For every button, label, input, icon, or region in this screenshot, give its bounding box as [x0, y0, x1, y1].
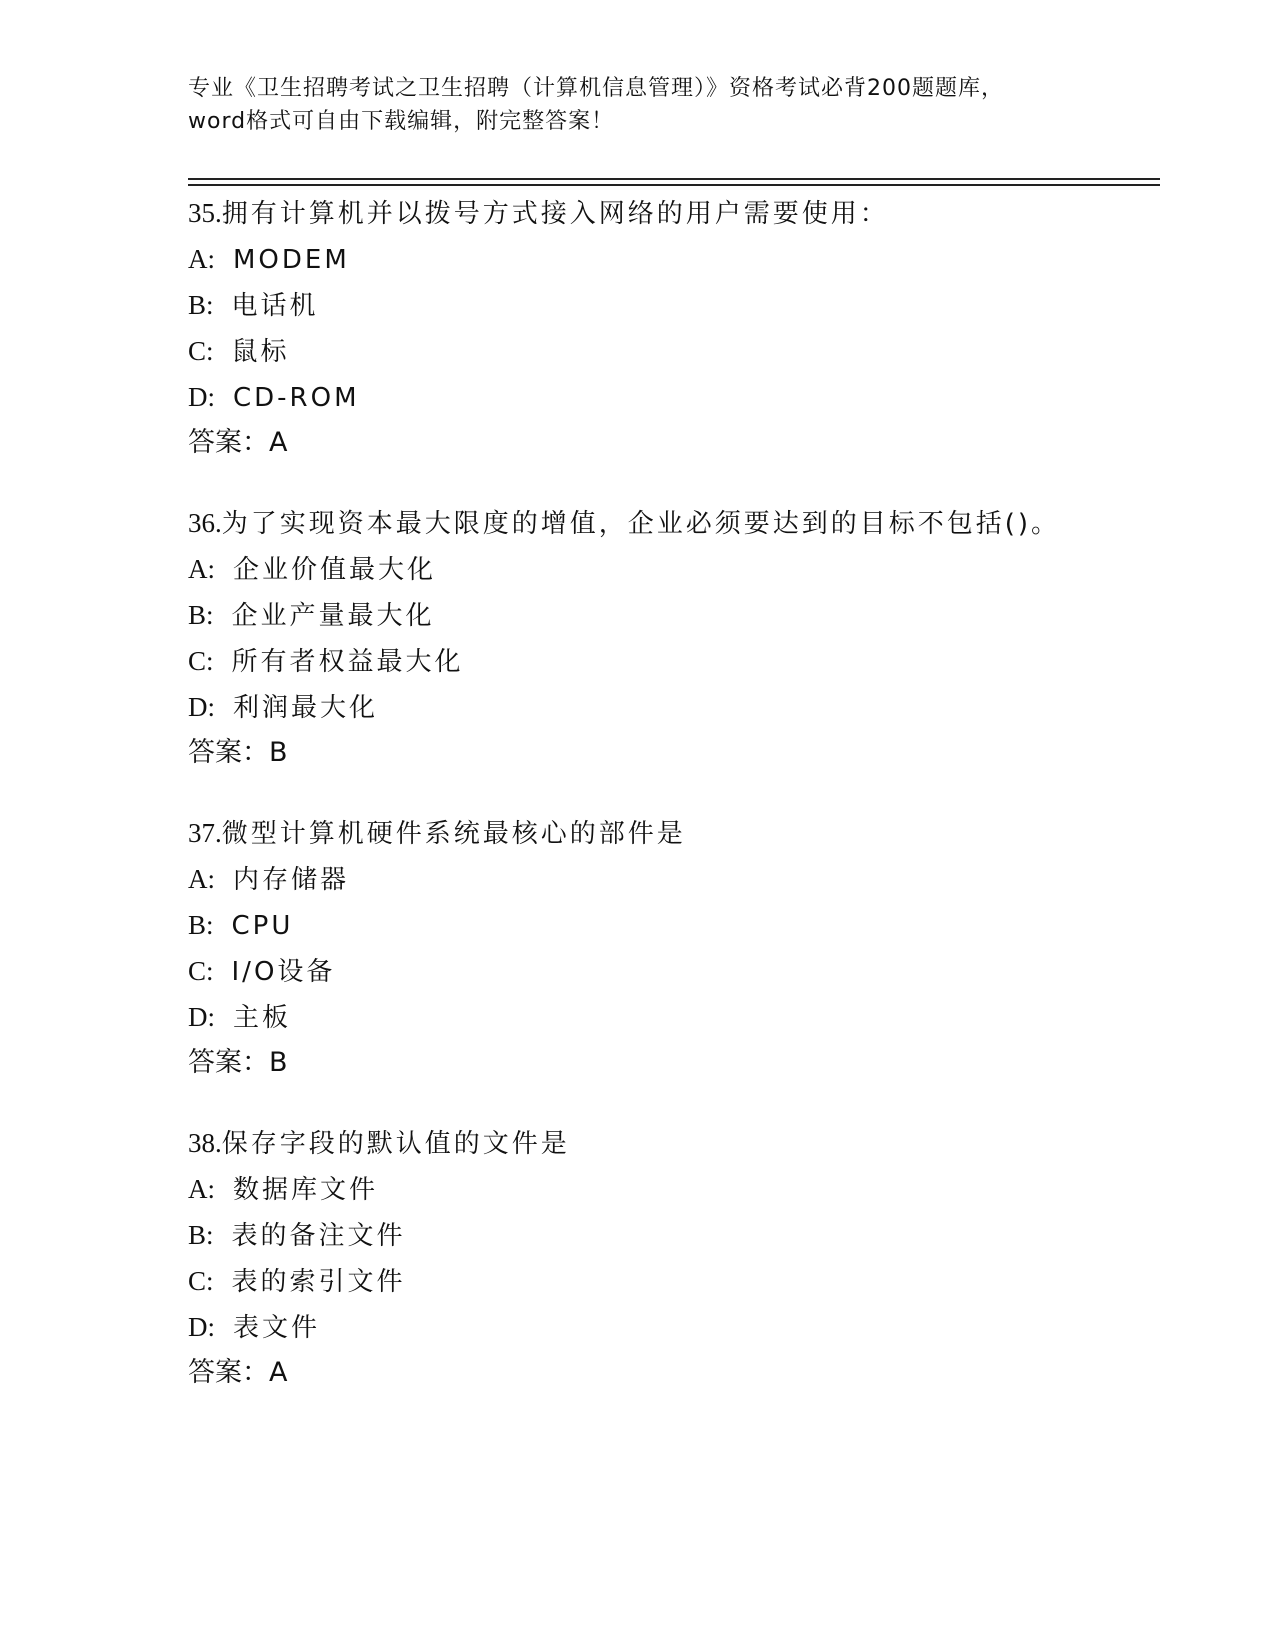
question-37	[188, 810, 1160, 1086]
document-header	[188, 72, 1088, 138]
option-a	[188, 546, 1160, 592]
option-d	[188, 994, 1160, 1040]
question-stem	[188, 190, 1160, 236]
option-key: A:	[188, 244, 215, 274]
question-stem	[188, 810, 1160, 856]
option-text: CD-ROM	[233, 383, 360, 413]
answer-line: 答案：A	[188, 1357, 288, 1388]
option-key: C:	[188, 1266, 214, 1296]
question-38	[188, 1120, 1160, 1396]
option-c	[188, 328, 1160, 374]
option-key: B:	[188, 910, 214, 940]
option-text: CPU	[231, 911, 294, 941]
option-key: D:	[188, 692, 215, 722]
option-key: B:	[188, 1220, 214, 1250]
question-list	[188, 190, 1160, 1430]
option-key: C:	[188, 956, 214, 986]
option-key: D:	[188, 382, 215, 412]
question-text: 拥有计算机并以拨号方式接入网络的用户需要使用：	[221, 199, 889, 229]
option-text: 表的备注文件	[231, 1221, 406, 1251]
option-d	[188, 374, 1160, 420]
question-text: 保存字段的默认值的文件是	[221, 1129, 570, 1159]
option-key: D:	[188, 1312, 215, 1342]
option-text: 企业价值最大化	[233, 555, 437, 585]
question-35	[188, 190, 1160, 466]
question-number: 38.	[188, 1128, 222, 1158]
option-text: 数据库文件	[233, 1175, 379, 1205]
option-key: A:	[188, 554, 215, 584]
option-text: MODEM	[233, 245, 350, 275]
option-b	[188, 1212, 1160, 1258]
option-c	[188, 948, 1160, 994]
answer-line: 答案：B	[188, 1047, 288, 1078]
option-text: 内存储器	[233, 865, 350, 895]
option-c	[188, 1258, 1160, 1304]
header-divider-top	[188, 178, 1160, 180]
header-line-2: word格式可自由下载编辑，附完整答案！	[188, 109, 615, 134]
header-line-1: 专业《卫生招聘考试之卫生招聘（计算机信息管理）》资格考试必背200题题库，	[188, 76, 1004, 101]
question-number: 36.	[188, 508, 222, 538]
option-text: 表文件	[233, 1313, 321, 1343]
option-text: 鼠标	[231, 337, 290, 367]
header-divider-bottom	[188, 184, 1160, 186]
option-a	[188, 856, 1160, 902]
question-stem	[188, 500, 1160, 546]
option-c	[188, 638, 1160, 684]
option-d	[188, 1304, 1160, 1350]
question-number: 35.	[188, 198, 222, 228]
option-b	[188, 282, 1160, 328]
option-b	[188, 592, 1160, 638]
option-text: 利润最大化	[233, 693, 379, 723]
option-key: A:	[188, 1174, 215, 1204]
option-text: 主板	[233, 1003, 292, 1033]
option-text: 表的索引文件	[231, 1267, 406, 1297]
option-text: 电话机	[231, 291, 319, 321]
option-a	[188, 1166, 1160, 1212]
question-stem	[188, 1120, 1160, 1166]
question-text: 为了实现资本最大限度的增值，企业必须要达到的目标不包括()。	[221, 509, 1061, 539]
option-key: C:	[188, 336, 214, 366]
option-key: B:	[188, 600, 214, 630]
option-key: B:	[188, 290, 214, 320]
option-key: A:	[188, 864, 215, 894]
option-b	[188, 902, 1160, 948]
option-text: 企业产量最大化	[231, 601, 435, 631]
question-36	[188, 500, 1160, 776]
answer-line: 答案：A	[188, 427, 288, 458]
option-a	[188, 236, 1160, 282]
question-text: 微型计算机硬件系统最核心的部件是	[221, 819, 686, 849]
option-d	[188, 684, 1160, 730]
option-key: D:	[188, 1002, 215, 1032]
question-number: 37.	[188, 818, 222, 848]
option-text: 所有者权益最大化	[231, 647, 464, 677]
option-key: C:	[188, 646, 214, 676]
option-text: I/O设备	[231, 957, 336, 987]
answer-line: 答案：B	[188, 737, 288, 768]
